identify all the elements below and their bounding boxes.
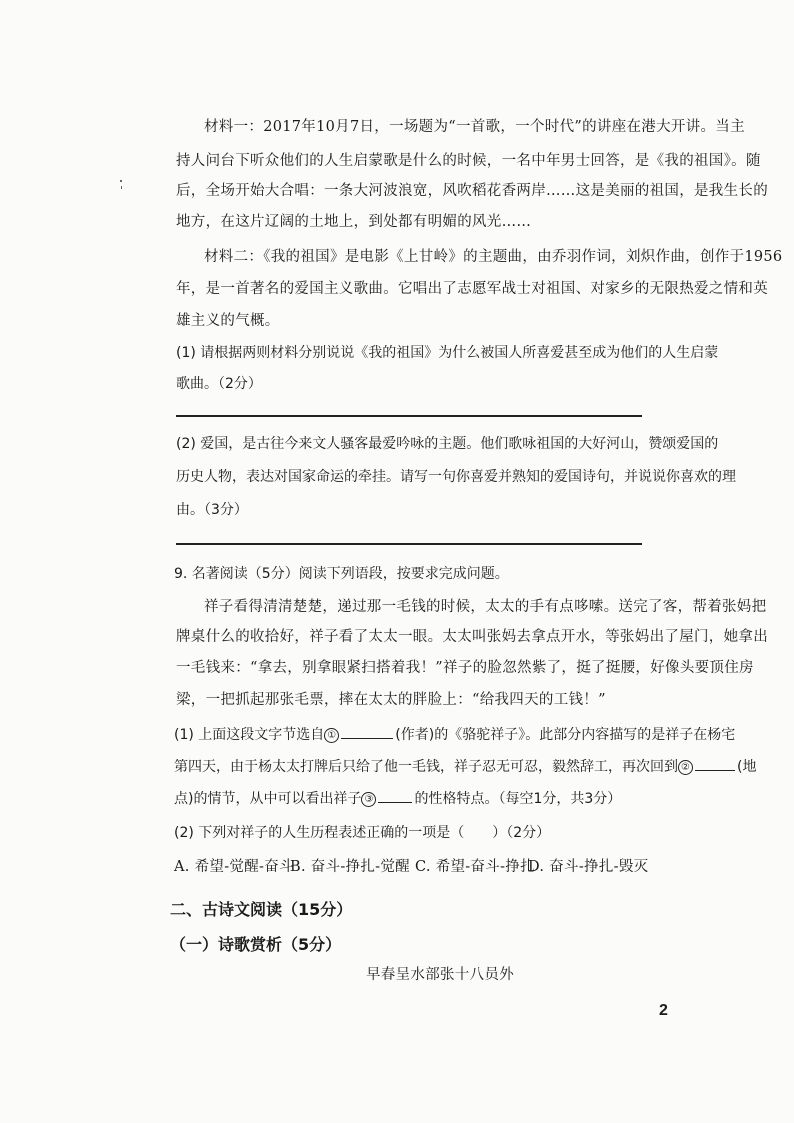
option-d[interactable]: D. 奋斗-挣扎-毁灭 — [528, 859, 649, 875]
poem-title: 早春呈水部张十八员外 — [366, 967, 514, 983]
blank-marker-2: ② — [678, 760, 693, 775]
subquestion1-line2 — [174, 757, 756, 777]
excerpt-line3: 一毛钱来：“拿去，别拿眼紧扫搭着我！”祥子的脸忽然紫了，挺了挺腰，好像头要顶住房 — [176, 660, 754, 676]
excerpt-line4: 梁，一把抓起那张毛票，摔在太太的胖脸上：“给我四天的工钱！” — [176, 692, 606, 708]
question2-line3: 由。（3分） — [176, 502, 248, 518]
question1-line2: 歌曲。（2分） — [176, 376, 262, 392]
question1-line1: (1) 请根据两则材料分别说说《我的祖国》为什么被国人所喜爱甚至成为他们的人生启蒙 — [176, 345, 719, 361]
material2-line2: 年，是一首著名的爱国主义歌曲。它唱出了志愿军战士对祖国、对家乡的无限热爱之情和英 — [176, 281, 768, 297]
fill-blank-trait[interactable] — [378, 802, 412, 803]
answer-line-q2[interactable] — [176, 543, 642, 545]
section2-subtitle: （一）诗歌赏析（5分） — [170, 935, 342, 954]
scan-speck — [121, 186, 122, 189]
material2-line3: 雄主义的气概。 — [176, 313, 280, 329]
subquestion1-text-b: (作者)的《骆驼祥子》。此部分内容描写的是祥子在杨宅 — [395, 727, 736, 743]
blank-marker-3: ③ — [361, 792, 376, 807]
subquestion1-text-e: 点)的情节，从中可以看出祥子 — [174, 791, 362, 807]
subquestion1-text-c: 第四天，由于杨太太打牌后只给了他一毛钱，祥子忍无可忍，毅然辞工，再次回到 — [174, 759, 678, 775]
option-a[interactable]: A. 希望-觉醒-奋斗 — [174, 859, 294, 875]
material1-line2: 持人问台下听众他们的人生启蒙歌是什么的时候，一名中年男士回答，是《我的祖国》。随 — [176, 153, 761, 169]
subquestion1-line3 — [174, 789, 621, 809]
fill-blank-author[interactable] — [341, 738, 393, 739]
scan-speck — [120, 180, 122, 182]
material1-line3: 后，全场开始大合唱：一条大河波浪宽，风吹稻花香两岸……这是美丽的祖国，是我生长的 — [176, 183, 768, 199]
section2-title: 二、古诗文阅读（15分） — [170, 900, 353, 919]
subquestion1-text-f: 的性格特点。（每空1分，共3分） — [414, 791, 622, 807]
question2-line2: 历史人物，表达对国家命运的牵挂。请写一句你喜爱并熟知的爱国诗句，并说说你喜欢的理 — [176, 469, 736, 485]
material2-line1: 材料二：《我的祖国》是电影《上甘岭》的主题曲，由乔羽作词，刘炽作曲，创作于1956 — [204, 249, 783, 265]
question9-title: 9. 名著阅读（5分）阅读下列语段，按要求完成问题。 — [174, 566, 509, 582]
blank-marker-1: ① — [324, 728, 339, 743]
option-c[interactable]: C. 希望-奋斗-挣扎 — [415, 859, 535, 875]
subquestion1-text-d: (地 — [737, 759, 757, 775]
question2-line1: (2) 爱国，是古往今来文人骚客最爱吟咏的主题。他们歌咏祖国的大好河山，赞颂爱国的 — [176, 436, 719, 452]
page-number: 2 — [659, 1002, 668, 1019]
option-b[interactable]: B. 奋斗-挣扎-觉醒 — [290, 859, 410, 875]
excerpt-line2: 牌桌什么的收拾好，祥子看了太太一眼。太太叫张妈去拿点开水，等张妈出了屋门，她拿出 — [176, 629, 768, 645]
answer-line-q1[interactable] — [176, 415, 642, 417]
fill-blank-place[interactable] — [695, 770, 735, 771]
subquestion2: (2) 下列对祥子的人生历程表述正确的一项是（ ）（2分） — [174, 825, 551, 841]
excerpt-line1: 祥子看得清清楚楚，递过那一毛钱的时候，太太的手有点哆嗦。送完了客，帮着张妈把 — [204, 599, 767, 615]
material1-line4: 地方，在这片辽阔的土地上，到处都有明媚的风光…… — [176, 214, 532, 230]
material1-line1: 材料一：2017年10月7日，一场题为“一首歌，一个时代”的讲座在港大开讲。当主 — [204, 119, 745, 135]
subquestion1-line1 — [174, 725, 735, 745]
subquestion1-text-a: (1) 上面这段文字节选自 — [174, 727, 325, 743]
